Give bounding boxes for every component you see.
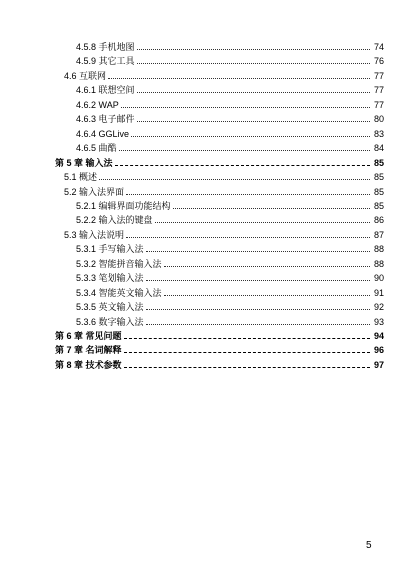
toc-leader-dots <box>99 170 370 180</box>
toc-entry-number: 4.6.3 <box>76 114 97 124</box>
toc-entry <box>64 228 384 241</box>
toc-entry-title: 数字输入法 <box>98 317 144 327</box>
toc-page-number: 88 <box>373 259 384 269</box>
toc-entry <box>64 170 384 183</box>
toc-entry-title: GGLive <box>98 129 130 139</box>
toc-entry-title: 输入法说明 <box>79 230 125 240</box>
toc-entry <box>64 69 384 82</box>
toc-page-number: 92 <box>373 302 384 312</box>
toc-entry <box>76 257 384 270</box>
toc-page-number: 93 <box>373 317 384 327</box>
toc-leader-dots <box>173 199 370 209</box>
toc-entry <box>76 300 384 313</box>
toc-page-number: 85 <box>373 172 384 182</box>
toc-entry-number: 5.2 <box>64 187 77 197</box>
toc-entry <box>76 127 384 140</box>
toc-leader-dots <box>164 257 370 267</box>
toc-entry-label <box>55 344 122 357</box>
toc-entry-label <box>76 128 129 141</box>
toc-entry-label <box>76 142 117 155</box>
toc-entry-label <box>76 258 162 271</box>
toc-page-number: 77 <box>373 85 384 95</box>
toc-page-number: 77 <box>373 71 384 81</box>
toc-leader-dots <box>137 112 370 122</box>
toc-page-number: 97 <box>373 360 384 370</box>
toc-entry-title: 名词解释 <box>85 345 122 355</box>
toc-page-number: 87 <box>373 230 384 240</box>
toc-chapter-entry <box>55 343 384 356</box>
toc-entry-title: 手机地图 <box>98 42 135 52</box>
toc-entry-label <box>76 99 119 112</box>
toc-entry <box>76 315 384 328</box>
toc-entry-number: 5.2.1 <box>76 201 97 211</box>
toc-entry-number: 4.6.4 <box>76 129 97 139</box>
toc-entry-title: 英文输入法 <box>98 302 144 312</box>
toc-entry-title: 输入法界面 <box>79 187 125 197</box>
toc-entry-label <box>76 214 153 227</box>
toc-entry-number: 第 6 章 <box>55 331 84 341</box>
toc-entry-title: 技术参数 <box>85 360 122 370</box>
toc-entry-title: WAP <box>98 100 119 110</box>
toc-entry-number: 4.6.1 <box>76 85 97 95</box>
toc-leader-dots <box>126 185 370 195</box>
toc-entry-title: 笔划输入法 <box>98 273 144 283</box>
toc-entry-title: 互联网 <box>79 71 107 81</box>
toc-entry-label <box>76 200 171 213</box>
toc-entry-title: 概述 <box>79 172 98 182</box>
toc-page-number: 88 <box>373 244 384 254</box>
toc-entry <box>76 286 384 299</box>
toc-entry <box>76 40 384 53</box>
toc-chapter-entry <box>55 358 384 371</box>
toc-entry <box>76 199 384 212</box>
toc-entry-label <box>76 84 135 97</box>
toc-entry <box>76 98 384 111</box>
toc-leader-dots <box>137 54 370 64</box>
toc-leader-dots <box>137 40 370 50</box>
toc-entry <box>76 54 384 67</box>
toc-entry <box>64 185 384 198</box>
toc-entry-number: 5.3.1 <box>76 244 97 254</box>
toc-entry-title: 联想空间 <box>98 85 135 95</box>
toc-leader-dots <box>124 329 370 339</box>
toc-entry-label <box>55 157 113 170</box>
toc-page-number: 96 <box>373 345 384 355</box>
toc-page-number: 83 <box>373 129 384 139</box>
toc-page-number: 90 <box>373 273 384 283</box>
toc-leader-dots <box>108 69 370 79</box>
toc-leader-dots <box>146 242 370 252</box>
toc-entry-label <box>76 41 135 54</box>
toc-entry-title: 电子邮件 <box>98 114 135 124</box>
toc-entry-label <box>76 243 144 256</box>
toc-entry <box>76 141 384 154</box>
toc-entry-number: 5.3.6 <box>76 317 97 327</box>
toc-entry-number: 5.2.2 <box>76 215 97 225</box>
toc-entry-label <box>76 55 135 68</box>
toc-leader-dots <box>155 213 370 223</box>
toc-entry-number: 4.6.5 <box>76 143 97 153</box>
toc-entry-label <box>76 272 144 285</box>
toc-entry-title: 输入法的键盘 <box>98 215 153 225</box>
toc-entry-number: 4.6 <box>64 71 77 81</box>
toc-entry-title: 智能拼音输入法 <box>98 259 162 269</box>
page-number: 5 <box>366 540 372 551</box>
toc-entry-title: 其它工具 <box>98 56 135 66</box>
toc-leader-dots <box>164 286 370 296</box>
toc-entry-title: 编辑界面功能结构 <box>98 201 171 211</box>
toc-entry-number: 5.3.3 <box>76 273 97 283</box>
toc-entry <box>76 242 384 255</box>
toc-entry-number: 4.6.2 <box>76 100 97 110</box>
toc-entry-label <box>64 186 124 199</box>
toc-entry-label <box>76 301 144 314</box>
toc-entry-label <box>55 330 122 343</box>
toc-entry-number: 第 5 章 <box>55 158 84 168</box>
toc-entry-title: 智能英文输入法 <box>98 288 162 298</box>
toc-entry-number: 5.3.2 <box>76 259 97 269</box>
toc-page-number: 85 <box>373 201 384 211</box>
toc-entry-label <box>76 113 135 126</box>
toc-entry-number: 5.1 <box>64 172 77 182</box>
toc-page-number: 84 <box>373 143 384 153</box>
toc-entry-title: 常见问题 <box>85 331 122 341</box>
toc-entry-number: 第 8 章 <box>55 360 84 370</box>
toc-entry-label <box>76 287 162 300</box>
toc-entry <box>76 112 384 125</box>
toc-entry-label <box>64 171 97 184</box>
toc-entry <box>76 83 384 96</box>
toc-page-number: 91 <box>373 288 384 298</box>
toc-page-number: 85 <box>373 158 384 168</box>
toc-page-number: 74 <box>373 42 384 52</box>
toc-entry-label <box>64 229 124 242</box>
toc-entry-label <box>64 70 106 83</box>
toc-entry-title: 曲酷 <box>98 143 117 153</box>
toc-page-number: 86 <box>373 215 384 225</box>
toc-entry-number: 4.5.9 <box>76 56 97 66</box>
toc-chapter-entry <box>55 156 384 169</box>
toc-entry-number: 5.3.4 <box>76 288 97 298</box>
toc-entry-label <box>76 316 144 329</box>
toc-leader-dots <box>146 271 370 281</box>
toc-page-number: 76 <box>373 56 384 66</box>
toc-leader-dots <box>121 98 370 108</box>
toc-entry <box>76 213 384 226</box>
toc-entry-title: 手写输入法 <box>98 244 144 254</box>
toc-entry-title: 输入法 <box>85 158 113 168</box>
toc-entry-label <box>55 359 122 372</box>
toc-leader-dots <box>115 156 370 166</box>
toc-page-number: 85 <box>373 187 384 197</box>
toc-leader-dots <box>137 83 370 93</box>
toc-leader-dots <box>126 228 370 238</box>
toc-leader-dots <box>119 141 370 151</box>
toc-leader-dots <box>124 343 370 353</box>
toc-leader-dots <box>131 127 370 137</box>
toc-leader-dots <box>124 358 370 368</box>
toc-chapter-entry <box>55 329 384 342</box>
toc-leader-dots <box>146 300 370 310</box>
toc-leader-dots <box>146 315 370 325</box>
toc-entry-number: 5.3 <box>64 230 77 240</box>
toc-entry <box>76 271 384 284</box>
toc-page-number: 80 <box>373 114 384 124</box>
toc-page-number: 94 <box>373 331 384 341</box>
toc-entry-number: 4.5.8 <box>76 42 97 52</box>
toc-entry-number: 第 7 章 <box>55 345 84 355</box>
toc-page-number: 77 <box>373 100 384 110</box>
toc-entry-number: 5.3.5 <box>76 302 97 312</box>
